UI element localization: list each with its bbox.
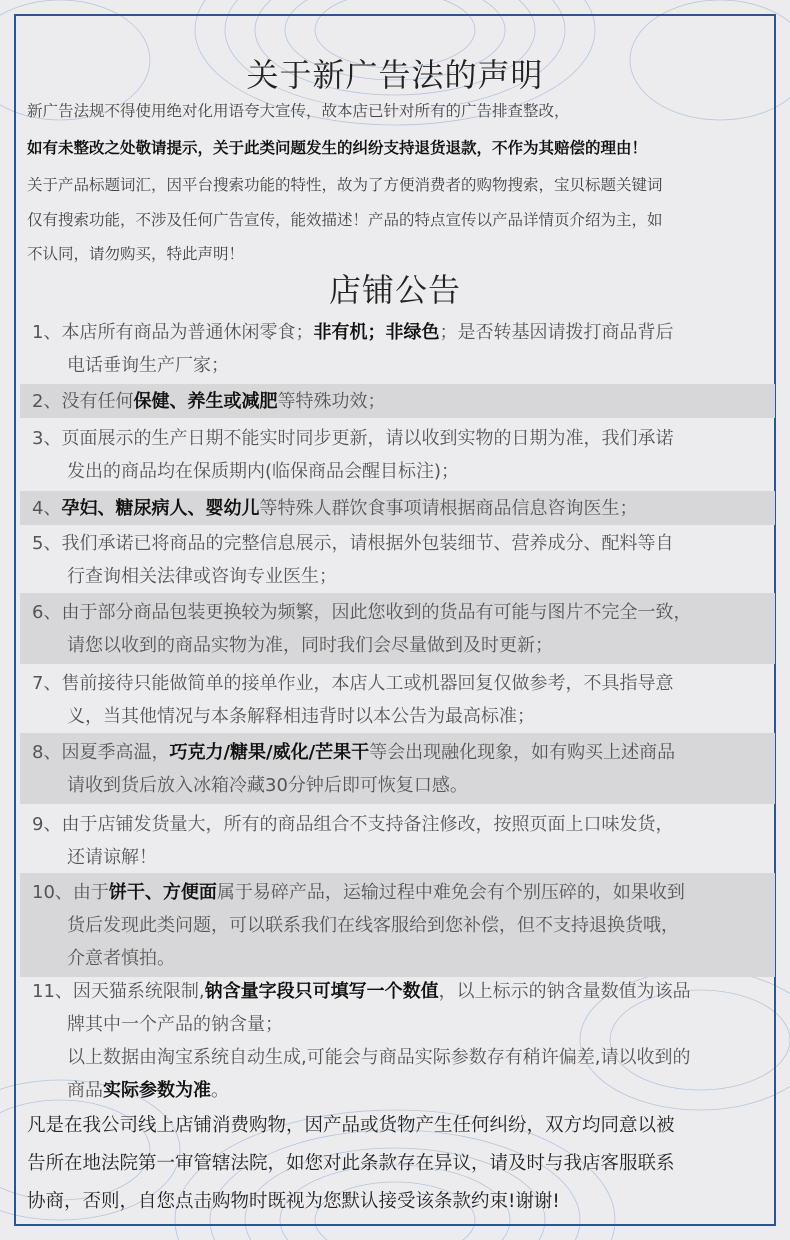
item-text: 介意者慎拍。 xyxy=(67,948,175,969)
item-text: 义，当其他情况与本条解释相违背时以本公告为最高标准； xyxy=(67,706,535,727)
item-text: 等会出现融化现象，如有购买上述商品 xyxy=(369,742,676,763)
declaration-line-3: 关于产品标题词汇，因平台搜索功能的特性，故为了方便消费者的购物搜索，宝贝标题关键词 xyxy=(27,176,663,194)
declaration-title: 关于新广告法的声明 xyxy=(246,56,544,94)
notice-item-1 xyxy=(32,316,767,382)
footer-line-2: 告所在地法院第一审管辖法院，如您对此条款存在异议，请及时与我店客服联系 xyxy=(27,1153,675,1174)
notice-item-7 xyxy=(32,667,767,733)
item-text: 10、由于 xyxy=(32,882,109,903)
notice-item-6 xyxy=(32,596,767,662)
item-emphasis: 孕妇、糖尿病人、婴幼儿 xyxy=(61,498,260,519)
notice-item-9 xyxy=(32,808,767,874)
notice-title: 店铺公告 xyxy=(328,271,461,309)
item-text: 5、我们承诺已将商品的完整信息展示，请根据外包装细节、营养成分、配料等自 xyxy=(32,533,674,554)
item-text: 4、 xyxy=(32,498,62,519)
item-text: ；是否转基因请拨打商品背后 xyxy=(439,322,674,343)
notice-item-3 xyxy=(32,422,767,488)
item-text: 7、售前接待只能做简单的接单作业，本店人工或机器回复仅做参考，不具指导意 xyxy=(32,673,674,694)
item-text: 还请谅解！ xyxy=(67,847,157,868)
declaration-line-2: 如有未整改之处敬请提示，关于此类问题发生的纠纷支持退货退款，不作为其赔偿的理由！ xyxy=(27,139,648,157)
declaration-line-1: 新广告法规不得使用绝对化用语夸大宣传，故本店已针对所有的广告排查整改， xyxy=(27,102,570,120)
item-text: 行查询相关法律或咨询专业医生； xyxy=(67,566,337,587)
footer-line-3: 协商，否则，自您点击购物时既视为您默认接受该条款约束!谢谢! xyxy=(27,1191,560,1212)
item-text: 请收到货后放入冰箱冷藏30分钟后即可恢复口感。 xyxy=(67,775,468,796)
item-text: 货后发现此类问题，可以联系我们在线客服给到您补偿，但不支持退换货哦， xyxy=(67,915,679,936)
item-text: ，以上标示的钠含量数值为该品 xyxy=(438,981,691,1002)
declaration-line-5: 不认同，请勿购买，特此声明！ xyxy=(27,245,245,263)
item-text: 3、页面展示的生产日期不能实时同步更新，请以收到实物的日期为准，我们承诺 xyxy=(32,428,674,449)
item-text: 商品 xyxy=(67,1080,103,1101)
item-text: 6、由于部分商品包装更换较为频繁，因此您收到的货品有可能与图片不完全一致， xyxy=(32,602,692,623)
item-text: 以上数据由淘宝系统自动生成,可能会与商品实际参数存有稍许偏差,请以收到的 xyxy=(67,1047,691,1068)
item-text: 请您以收到的商品实物为准，同时我们会尽量做到及时更新； xyxy=(67,635,553,656)
item-text: 1、本店所有商品为普通休闲零食； xyxy=(32,322,314,343)
notice-item-4 xyxy=(32,492,767,525)
item-text: 11、因天猫系统限制, xyxy=(32,981,205,1002)
item-text: 发出的商品均在保质期内(临保商品会醒目标注)； xyxy=(67,461,460,482)
item-text: 电话垂询生产厂家； xyxy=(67,355,229,376)
item-text: 。 xyxy=(211,1080,229,1101)
item-emphasis: 非有机；非绿色 xyxy=(313,322,440,343)
notice-item-11 xyxy=(32,975,767,1107)
footer-line-1: 凡是在我公司线上店铺消费购物，因产品或货物产生任何纠纷，双方均同意以被 xyxy=(27,1115,675,1136)
item-emphasis: 实际参数为准 xyxy=(103,1080,211,1101)
item-text: 8、因夏季高温， xyxy=(32,742,170,763)
item-emphasis: 巧克力/糖果/威化/芒果干 xyxy=(169,742,370,763)
notice-item-5 xyxy=(32,527,767,593)
notice-item-8 xyxy=(32,736,767,802)
declaration-line-4: 仅有搜索功能，不涉及任何广告宣传，能效描述！产品的特点宣传以产品详情页介绍为主，如 xyxy=(27,211,663,229)
item-text: 等特殊人群饮食事项请根据商品信息咨询医生； xyxy=(259,498,638,519)
notice-item-2 xyxy=(32,385,767,418)
item-emphasis: 钠含量字段只可填写一个数值 xyxy=(204,981,439,1002)
item-text: 等特殊功效； xyxy=(277,391,386,412)
item-text: 牌其中一个产品的钠含量； xyxy=(67,1014,283,1035)
notice-item-10 xyxy=(32,876,767,975)
item-text: 属于易碎产品，运输过程中难免会有个别压碎的，如果收到 xyxy=(216,882,685,903)
item-emphasis: 饼干、方便面 xyxy=(108,882,217,903)
item-text: 9、由于店铺发货量大，所有的商品组合不支持备注修改，按照页面上口味发货， xyxy=(32,814,674,835)
item-emphasis: 保健、养生或减肥 xyxy=(133,391,278,412)
item-text: 2、没有任何 xyxy=(32,391,134,412)
